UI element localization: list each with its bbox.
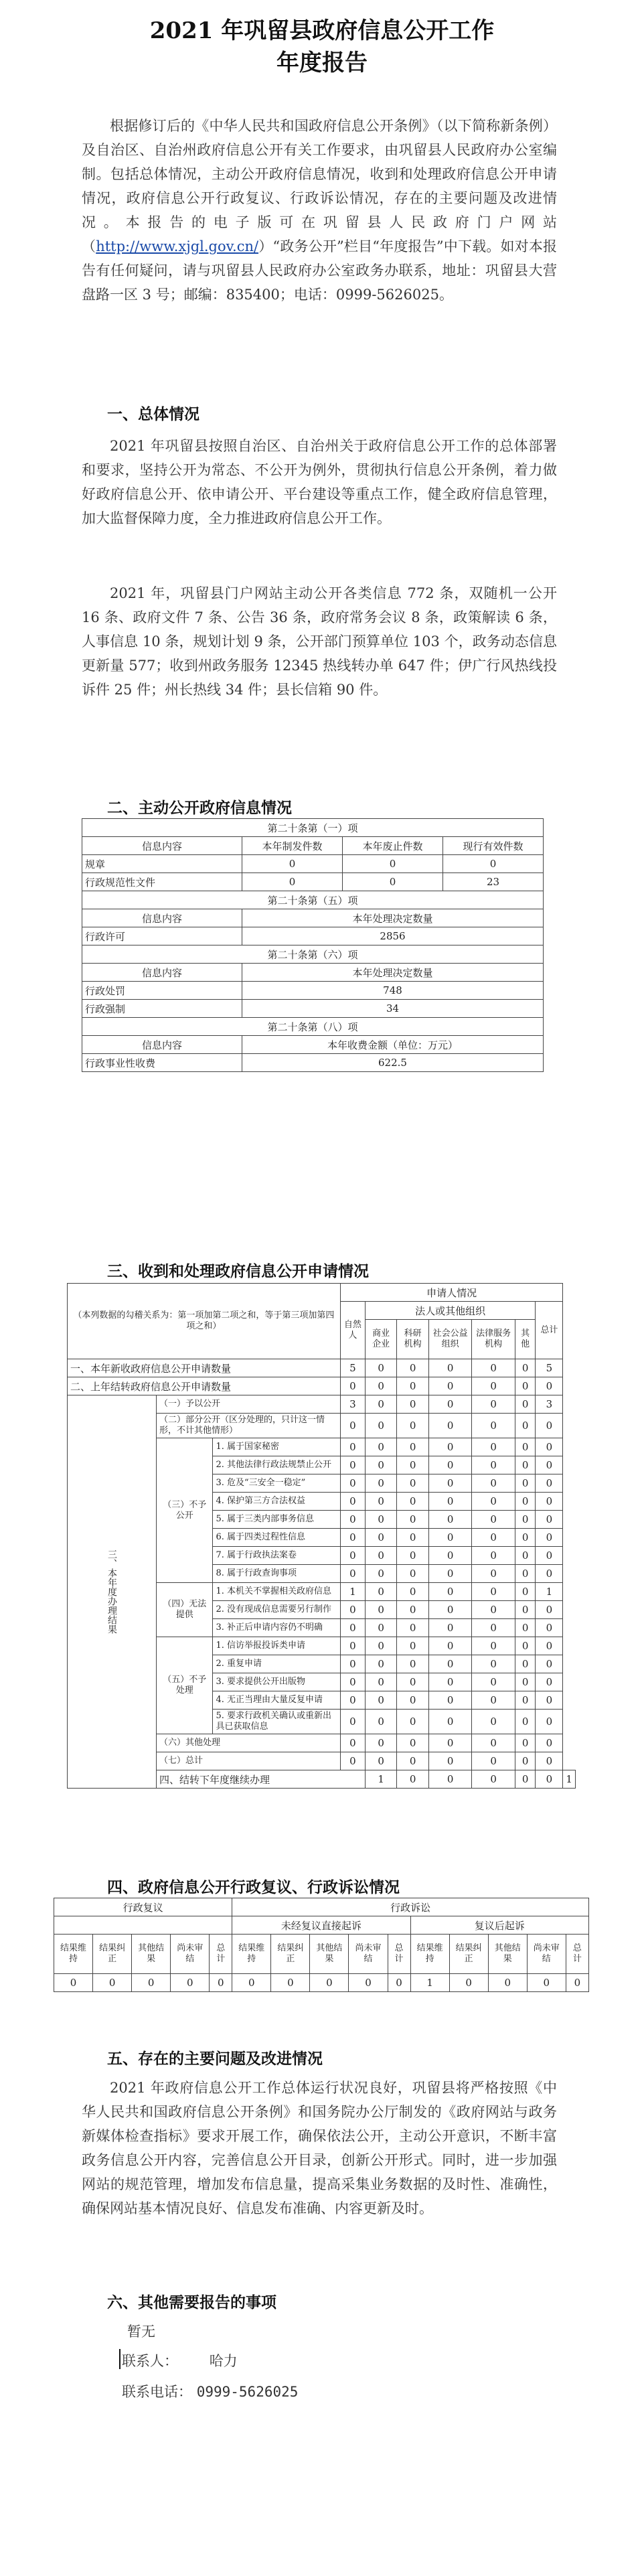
cell: 0	[343, 873, 443, 891]
col-header: 尚未审结	[171, 1935, 210, 1974]
section-1-heading: 一、总体情况	[107, 405, 199, 423]
cell: 0	[536, 1752, 563, 1770]
cell: 0	[449, 1974, 488, 1992]
cell: 0	[515, 1359, 536, 1377]
art20-8-header: 第二十条第（八）项	[82, 1018, 544, 1036]
cell: 0	[397, 1474, 429, 1493]
row-label: 1. 本机关不掌握相关政府信息	[213, 1583, 340, 1601]
cell: 0	[536, 1377, 563, 1395]
cell: 0	[397, 1547, 429, 1565]
row-label: 2. 没有现成信息需要另行制作	[213, 1601, 340, 1619]
contact-label: 联系人：	[122, 2353, 178, 2369]
phone-label: 联系电话：	[122, 2384, 192, 2400]
section-2-heading: 二、主动公开政府信息情况	[107, 799, 292, 817]
text-cursor	[119, 2349, 120, 2369]
cell: 0	[365, 1673, 397, 1691]
row-label: 一、本年新收政府信息公开申请数量	[68, 1359, 341, 1377]
cell: 0	[536, 1414, 563, 1438]
cell: 0	[536, 1691, 563, 1710]
cell: 0	[428, 1529, 472, 1547]
cell: 0	[171, 1974, 210, 1992]
cell: 0	[340, 1673, 365, 1691]
col-header: 其他	[515, 1320, 536, 1359]
cell: 0	[515, 1710, 536, 1734]
cell: 0	[472, 1583, 515, 1601]
table-corner-note: （本列数据的勾稽关系为：第一项加第二项之和，等于第三项加第四项之和）	[68, 1284, 341, 1359]
cell: 0	[397, 1395, 429, 1414]
cell: 0	[428, 1395, 472, 1414]
cell: 0	[472, 1511, 515, 1529]
cell: 0	[310, 1974, 349, 1992]
cell: 0	[365, 1377, 397, 1395]
cell: 0	[340, 1511, 365, 1529]
cell: 0	[242, 855, 343, 873]
cell: 0	[397, 1529, 429, 1547]
cell: 5	[340, 1359, 365, 1377]
row-name: 行政规范性文件	[82, 873, 242, 891]
col-header: 总计	[388, 1935, 410, 1974]
row-label: 2. 其他法律行政法规禁止公开	[213, 1456, 340, 1474]
table-row	[68, 1359, 576, 1377]
col-content: 信息内容	[82, 909, 242, 927]
cell: 0	[472, 1529, 515, 1547]
cell: 0	[340, 1414, 365, 1438]
cell: 0	[472, 1691, 515, 1710]
cell: 0	[397, 1637, 429, 1655]
cell: 0	[536, 1547, 563, 1565]
cell: 0	[428, 1583, 472, 1601]
phone-line	[122, 2381, 298, 2401]
row-label: 二、上年结转政府信息公开申请数量	[68, 1377, 341, 1395]
cell: 0	[536, 1770, 563, 1789]
cell: 0	[536, 1619, 563, 1637]
art20-1-header: 第二十条第（一）项	[82, 819, 544, 837]
phone-number: 0999-5626025	[196, 2384, 299, 2400]
cell: 0	[515, 1529, 536, 1547]
row-name: 行政事业性收费	[82, 1054, 242, 1072]
row-label: 3. 要求提供公开出版物	[213, 1673, 340, 1691]
cell: 0	[536, 1529, 563, 1547]
cell: 0	[428, 1655, 472, 1673]
row-name: 行政处罚	[82, 982, 242, 1000]
cell: 0	[428, 1619, 472, 1637]
cell: 0	[566, 1974, 588, 1992]
cell: 0	[428, 1752, 472, 1770]
cell: 0	[340, 1565, 365, 1583]
cell: 0	[472, 1770, 515, 1789]
cell: 0	[397, 1752, 429, 1770]
col-decision: 本年处理决定数量	[242, 909, 544, 927]
col-content: 信息内容	[82, 1036, 242, 1054]
cell: 0	[210, 1974, 232, 1992]
cell: 1	[563, 1770, 576, 1789]
cell: 0	[472, 1710, 515, 1734]
table-row	[68, 1377, 576, 1395]
cell: 0	[340, 1438, 365, 1456]
row-name: 规章	[82, 855, 242, 873]
cell: 748	[242, 982, 544, 1000]
cell: 0	[515, 1474, 536, 1493]
row-label: 1. 属于国家秘密	[213, 1438, 340, 1456]
cell: 1	[365, 1770, 397, 1789]
cell: 0	[397, 1734, 429, 1752]
cell: 0	[536, 1565, 563, 1583]
col-header: 其他结果	[132, 1935, 171, 1974]
row-label: 5. 属于三类内部事务信息	[213, 1511, 340, 1529]
cell: 0	[472, 1395, 515, 1414]
cell: 0	[515, 1456, 536, 1474]
cell: 0	[397, 1493, 429, 1511]
cell: 0	[515, 1637, 536, 1655]
table-row	[68, 1395, 576, 1414]
cell: 0	[271, 1974, 310, 1992]
col-header: 结果纠正	[271, 1935, 310, 1974]
cell: 3	[340, 1395, 365, 1414]
cell: 0	[397, 1710, 429, 1734]
cell: 0	[536, 1438, 563, 1456]
cell: 0	[472, 1655, 515, 1673]
contact-line	[122, 2350, 238, 2370]
sub-group-label: （三）不予公开	[157, 1438, 213, 1583]
cell: 0	[428, 1691, 472, 1710]
row-label: 四、结转下年度继续办理	[157, 1770, 366, 1789]
col-header: 结果纠正	[93, 1935, 132, 1974]
cell: 0	[515, 1438, 536, 1456]
cell: 0	[397, 1511, 429, 1529]
col-content: 信息内容	[82, 964, 242, 982]
col-new: 本年制发件数	[242, 837, 343, 855]
cell: 0	[242, 873, 343, 891]
cell: 0	[428, 1601, 472, 1619]
cell: 0	[472, 1752, 515, 1770]
cell: 0	[515, 1377, 536, 1395]
col-header: 科研机构	[397, 1320, 429, 1359]
col-header: 商业企业	[365, 1320, 397, 1359]
table-row	[82, 927, 544, 945]
cell: 1	[410, 1974, 449, 1992]
art20-6-header: 第二十条第（六）项	[82, 945, 544, 964]
intro-text: 根据修订后的《中华人民共和国政府信息公开条例》（以下简称新条例）及自治区、自治州政府信息公开有关工作要求，由巩留县人民政府办公室编制。包括总体情况，主动公开政府信息情况，收到和处理政府信息公开申请情况，政府信息公开行政复议、行政诉讼情况，存在的主要问题及改进情况。本报告的电子版可在巩留县人民政府门户网站（	[82, 118, 557, 254]
cell: 0	[365, 1637, 397, 1655]
col-header: 尚未审结	[349, 1935, 388, 1974]
cell: 0	[365, 1619, 397, 1637]
cell: 0	[365, 1710, 397, 1734]
cell: 0	[536, 1734, 563, 1752]
cell: 0	[472, 1673, 515, 1691]
cell: 0	[365, 1601, 397, 1619]
contact-name: 哈力	[209, 2353, 238, 2369]
cell: 0	[536, 1710, 563, 1734]
cell: 0	[536, 1474, 563, 1493]
cell: 0	[472, 1601, 515, 1619]
active-disclosure-table	[82, 818, 544, 1072]
cell: 0	[515, 1583, 536, 1601]
cell: 0	[472, 1414, 515, 1438]
cell: 0	[365, 1734, 397, 1752]
section-5-heading: 五、存在的主要问题及改进情况	[107, 2050, 323, 2068]
cell: 0	[340, 1710, 365, 1734]
cell: 0	[515, 1619, 536, 1637]
table-row	[82, 1000, 544, 1018]
col-header: 结果维持	[232, 1935, 271, 1974]
cell: 0	[428, 1438, 472, 1456]
cell: 0	[515, 1691, 536, 1710]
legal-header: 法人或其他组织	[365, 1302, 536, 1320]
row-label: （六）其他处理	[157, 1734, 341, 1752]
cell: 0	[365, 1414, 397, 1438]
cell: 0	[428, 1456, 472, 1474]
cell: 0	[428, 1414, 472, 1438]
row-label: 4. 保护第三方合法权益	[213, 1493, 340, 1511]
cell: 0	[428, 1734, 472, 1752]
cell: 0	[515, 1752, 536, 1770]
row-label: 4. 无正当理由大量反复申请	[213, 1691, 340, 1710]
cell: 0	[472, 1547, 515, 1565]
col-content: 信息内容	[82, 837, 242, 855]
cell: 0	[472, 1474, 515, 1493]
cell: 0	[536, 1456, 563, 1474]
row-label: （二）部分公开（区分处理的，只计这一情形，不计其他情形）	[157, 1414, 341, 1438]
intro-text-end: ）“政务公开”栏目“年度报告”中下载。如对本报告有任何疑问，请与巩留县人民政府办公室政务办联系，地址：巩留县大营盘路一区 3 号；邮编：835400；电话：0999-5626025。	[82, 238, 558, 303]
section-6-heading: 六、其他需要报告的事项	[107, 2293, 276, 2312]
col-natural: 自然人	[340, 1302, 365, 1359]
cell: 0	[340, 1752, 365, 1770]
col-header: 结果纠正	[449, 1935, 488, 1974]
cell: 0	[365, 1511, 397, 1529]
cell: 0	[397, 1414, 429, 1438]
row-label: （七）总计	[157, 1752, 341, 1770]
cell: 0	[472, 1438, 515, 1456]
art20-5-header: 第二十条第（五）项	[82, 891, 544, 909]
cell: 23	[443, 873, 544, 891]
row-label: 1. 信访举报投诉类申请	[213, 1637, 340, 1655]
cell: 0	[536, 1655, 563, 1673]
cell: 3	[536, 1395, 563, 1414]
cell: 0	[428, 1770, 472, 1789]
cell: 0	[397, 1619, 429, 1637]
direct-header: 未经复议直接起诉	[232, 1916, 410, 1935]
cell: 0	[365, 1565, 397, 1583]
cell: 0	[343, 855, 443, 873]
cell: 0	[397, 1456, 429, 1474]
cell: 0	[340, 1377, 365, 1395]
col-header: 法律服务机构	[472, 1320, 515, 1359]
col-header: 结果维持	[410, 1935, 449, 1974]
cell: 2856	[242, 927, 544, 945]
cell: 0	[397, 1691, 429, 1710]
cell: 0	[472, 1493, 515, 1511]
none-text: 暂无	[127, 2324, 155, 2340]
website-link[interactable]: http://www.xjgl.gov.cn/	[96, 238, 259, 254]
row-name: 行政许可	[82, 927, 242, 945]
cell: 0	[428, 1511, 472, 1529]
cell: 0	[340, 1547, 365, 1565]
intro-paragraph	[82, 114, 557, 307]
cell: 0	[428, 1637, 472, 1655]
cell: 0	[397, 1438, 429, 1456]
row-label: 2. 重复申请	[213, 1655, 340, 1673]
cell: 0	[397, 1673, 429, 1691]
cell: 0	[515, 1655, 536, 1673]
cell: 0	[515, 1493, 536, 1511]
col-header: 尚未审结	[527, 1935, 566, 1974]
cell: 0	[397, 1583, 429, 1601]
cell: 0	[536, 1601, 563, 1619]
cell: 0	[428, 1474, 472, 1493]
cell: 0	[365, 1547, 397, 1565]
cell: 0	[365, 1359, 397, 1377]
col-total: 总计	[536, 1302, 563, 1359]
col-header: 总计	[210, 1935, 232, 1974]
cell: 0	[515, 1734, 536, 1752]
section-5-paragraph: 2021 年政府信息公开工作总体运行状况良好，巩留县将严格按照《中华人民共和国政府信息公开条例》和国务院办公厅制发的《政府网站与政务新媒体检查指标》要求开展工作，确保依法公开，主动公开意识，不断丰富政务信息公开内容，完善信息公开目录，创新公开形式。同时，进一步加强网站的规范管理，增加发布信息量，提高采集业务数据的及时性、准确性，确保网站基本情况良好、信息发布准确、内容更新及时。	[82, 2080, 557, 2216]
cell: 5	[536, 1359, 563, 1377]
cell: 0	[340, 1734, 365, 1752]
cell: 0	[397, 1770, 429, 1789]
cell: 0	[536, 1637, 563, 1655]
cell: 0	[349, 1974, 388, 1992]
cell: 0	[488, 1974, 527, 1992]
cell: 0	[365, 1438, 397, 1456]
col-header: 社会公益组织	[428, 1320, 472, 1359]
cell: 0	[428, 1565, 472, 1583]
section-4-heading: 四、政府信息公开行政复议、行政诉讼情况	[107, 1878, 400, 1896]
cell: 0	[472, 1359, 515, 1377]
cell: 0	[340, 1529, 365, 1547]
cell: 0	[536, 1673, 563, 1691]
row-name: 行政强制	[82, 1000, 242, 1018]
cell: 0	[365, 1395, 397, 1414]
report-title: 2021 年巩留县政府信息公开工作	[149, 17, 495, 44]
cell: 0	[340, 1493, 365, 1511]
col-header: 其他结果	[310, 1935, 349, 1974]
col-valid: 现行有效件数	[443, 837, 544, 855]
cell: 0	[428, 1673, 472, 1691]
table-row	[82, 873, 544, 891]
col-header: 其他结果	[488, 1935, 527, 1974]
row-label: 3. 危及“三安全一稳定”	[213, 1474, 340, 1493]
row-label: 6. 属于四类过程性信息	[213, 1529, 340, 1547]
cell: 0	[472, 1734, 515, 1752]
cell: 34	[242, 1000, 544, 1018]
cell: 0	[536, 1493, 563, 1511]
cell: 0	[340, 1456, 365, 1474]
cell: 0	[428, 1493, 472, 1511]
col-fee: 本年收费金额（单位：万元）	[242, 1036, 544, 1054]
cell: 1	[340, 1583, 365, 1601]
cell: 0	[397, 1359, 429, 1377]
cell: 0	[365, 1474, 397, 1493]
cell: 0	[340, 1474, 365, 1493]
cell: 0	[340, 1601, 365, 1619]
row-label: 8. 属于行政查询事项	[213, 1565, 340, 1583]
cell: 0	[365, 1752, 397, 1770]
cell: 0	[515, 1511, 536, 1529]
cell: 0	[132, 1974, 171, 1992]
cell: 0	[388, 1974, 410, 1992]
section-1-paragraph-2: 2021 年，巩留县门户网站主动公开各类信息 772 条，双随机一公开 16 条、政府文件 7 条、公告 36 条，政府常务会议 8 条，政策解读 6 条，人事信息 10 条，规划计划 9 条，公开部门预算单位 103 个，政务动态信息更新量 577；收到州政务服务 12345 热线转办单 647 件；伊广行风热线投诉件 25 件；州长热线 34 件；县长信箱 90 件。	[82, 585, 557, 698]
cell: 0	[365, 1583, 397, 1601]
lawsuit-header: 行政诉讼	[232, 1898, 589, 1916]
cell: 0	[515, 1395, 536, 1414]
table-row	[82, 982, 544, 1000]
cell: 0	[340, 1619, 365, 1637]
cell: 0	[397, 1377, 429, 1395]
cell: 0	[340, 1655, 365, 1673]
col-abolish: 本年废止件数	[343, 837, 443, 855]
cell: 0	[515, 1565, 536, 1583]
review-lawsuit-table	[54, 1898, 589, 1992]
sub-group-label: （四）无法提供	[157, 1583, 213, 1637]
cell: 0	[365, 1691, 397, 1710]
cell: 0	[515, 1770, 536, 1789]
cell: 0	[397, 1565, 429, 1583]
row-label: 5. 要求行政机关确认或重新出具已获取信息	[213, 1710, 340, 1734]
review-header: 行政复议	[54, 1898, 232, 1916]
cell: 0	[365, 1529, 397, 1547]
cell: 0	[472, 1637, 515, 1655]
cell: 0	[428, 1710, 472, 1734]
application-table	[67, 1283, 576, 1789]
cell: 0	[515, 1601, 536, 1619]
cell: 0	[397, 1601, 429, 1619]
cell: 0	[472, 1619, 515, 1637]
cell: 0	[365, 1456, 397, 1474]
col-header: 总计	[566, 1935, 588, 1974]
section-1-paragraph-1: 2021 年巩留县按照自治区、自治州关于政府信息公开工作的总体部署和要求，坚持公开为常态、不公开为例外，贯彻执行信息公开条例，着力做好政府信息公开、依申请公开、平台建设等重点工作，健全政府信息管理，加大监督保障力度，全力推进政府信息公开工作。	[82, 438, 557, 526]
report-subtitle: 年度报告	[276, 50, 368, 76]
cell: 0	[428, 1377, 472, 1395]
col-decision: 本年处理决定数量	[242, 964, 544, 982]
row-label: （一）予以公开	[157, 1395, 341, 1414]
cell: 0	[365, 1655, 397, 1673]
group-result-label: 三、本年度办理结果	[68, 1395, 157, 1789]
cell: 0	[472, 1456, 515, 1474]
cell: 0	[527, 1974, 566, 1992]
cell: 0	[428, 1547, 472, 1565]
cell: 0	[515, 1414, 536, 1438]
row-label: 7. 属于行政执法案卷	[213, 1547, 340, 1565]
cell: 622.5	[242, 1054, 544, 1072]
cell: 0	[443, 855, 544, 873]
after-header: 复议后起诉	[410, 1916, 588, 1935]
cell: 0	[232, 1974, 271, 1992]
cell: 0	[428, 1359, 472, 1377]
cell: 0	[472, 1565, 515, 1583]
col-header: 结果维持	[54, 1935, 93, 1974]
section-3-heading: 三、收到和处理政府信息公开申请情况	[107, 1262, 369, 1280]
table-row	[82, 1054, 544, 1072]
cell: 0	[515, 1673, 536, 1691]
sub-group-label: （五）不予处理	[157, 1637, 213, 1734]
cell: 0	[472, 1377, 515, 1395]
row-label: 3. 补正后申请内容仍不明确	[213, 1619, 340, 1637]
cell: 0	[54, 1974, 93, 1992]
applicant-header: 申请人情况	[340, 1284, 563, 1302]
cell: 0	[515, 1547, 536, 1565]
cell: 0	[536, 1511, 563, 1529]
cell: 1	[536, 1583, 563, 1601]
table-row	[82, 855, 544, 873]
cell: 0	[397, 1655, 429, 1673]
cell: 0	[340, 1637, 365, 1655]
cell: 0	[93, 1974, 132, 1992]
cell: 0	[365, 1493, 397, 1511]
cell: 0	[340, 1691, 365, 1710]
